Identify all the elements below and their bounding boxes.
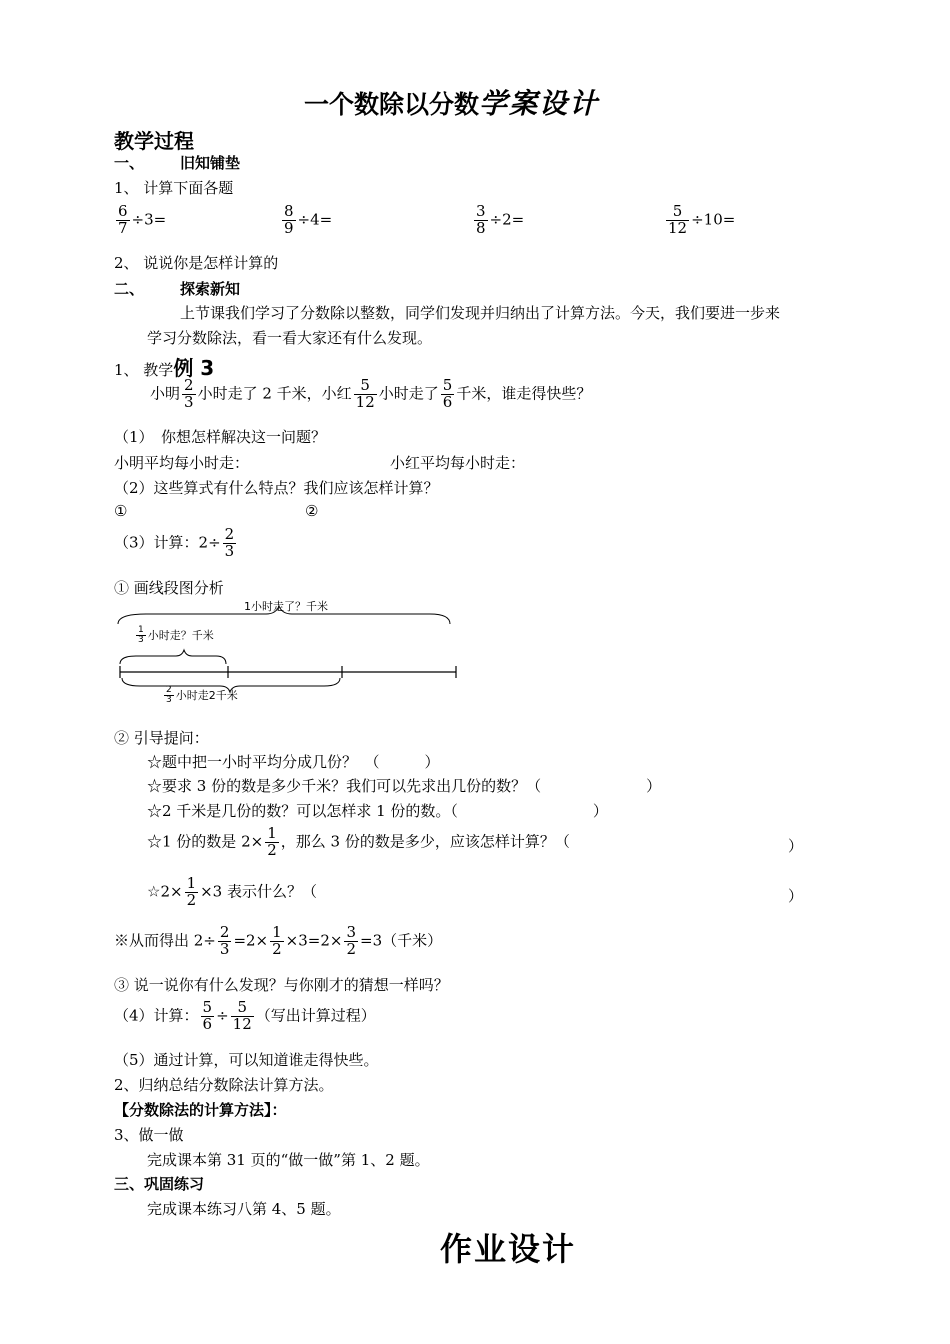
summary-item: 2、归纳总结分数除法计算方法。 [114, 1076, 334, 1094]
document-title [304, 82, 599, 122]
fraction: $\frac{8}{9}$ [284, 202, 294, 237]
xiaohong-speed: 小红平均每小时走： [390, 454, 526, 472]
guide-question-5: ☆2× $\frac{1}{2}$ ×3 表示什么？（ [147, 874, 317, 909]
fraction: $\frac{5}{6}$ [202, 998, 213, 1033]
guide-question-1: ☆题中把一小时平均分成几份？ （ ） [147, 753, 440, 771]
example-heading: 1、 教学例 3 [114, 356, 215, 380]
section-process: 教学过程 [114, 129, 194, 153]
section-1-label: 旧知铺垫 [180, 154, 241, 172]
diagram-mid-label: $\frac{1}{3}$ 小时走？千米 [138, 625, 214, 646]
example-label: 例 3 [173, 356, 215, 380]
xiaoming-speed: 小明平均每小时走： [114, 454, 250, 472]
circle-2: ② [305, 502, 319, 520]
fraction: $\frac{2}{3}$ [184, 376, 194, 411]
step-4: （4）计算： $\frac{5}{6}$ ÷ $\frac{5}{12}$ （写出计算过程） [114, 998, 376, 1033]
section-1-number: 一、 [114, 154, 145, 172]
intro-line-1: 上节课我们学习了分数除以整数，同学们发现并归纳出了计算方法。今天，我们要进一步来 [180, 304, 781, 322]
fraction: $\frac{5}{12}$ [232, 998, 252, 1033]
calc-item-3: $\frac{3}{8}$ ÷2= [476, 202, 525, 237]
do-text: 完成课本第 31 页的“做一做”第 1、2 题。 [147, 1151, 430, 1169]
guide-question-3: ☆2 千米是几份的数？可以怎样求 1 份的数。（ ） [147, 802, 608, 820]
fraction: $\frac{2}{3}$ [166, 685, 172, 706]
guide-question-5-close: ） [788, 887, 804, 905]
homework-title: 作业设计 [440, 1230, 577, 1268]
step-3: （3）计算：2÷ $\frac{2}{3}$ [114, 525, 235, 560]
fraction: $\frac{5}{12}$ [355, 376, 375, 411]
fraction: $\frac{3}{2}$ [346, 923, 357, 958]
title-script: 学案设计 [479, 87, 600, 120]
guide-question-4-close: ） [788, 837, 804, 855]
calc-item-1: $\frac{6}{7}$ ÷3= [118, 202, 167, 237]
guide-label: ② 引导提问： [114, 729, 209, 747]
fraction: $\frac{1}{2}$ [267, 824, 277, 859]
section-3-text: 完成课本练习八第 4、5 题。 [147, 1200, 341, 1218]
fraction: $\frac{1}{2}$ [272, 923, 282, 958]
step-1: （1） 你想怎样解决这一问题？ [114, 428, 327, 446]
section-2-number: 二、 [114, 280, 145, 298]
question-2: 2、 说说你是怎样计算的 [114, 254, 279, 272]
fraction: $\frac{5}{12}$ [668, 202, 688, 237]
guide-question-2: ☆要求 3 份的数是多少千米？我们可以先求出几份的数？（ ） [147, 777, 662, 795]
line-segment-diagram [116, 596, 462, 716]
calc-item-2: $\frac{8}{9}$ ÷4= [284, 202, 333, 237]
draw-diagram-label: ① 画线段图分析 [114, 579, 224, 597]
discuss-question: ③ 说一说你有什么发现？与你刚才的猜想一样吗？ [114, 976, 449, 994]
section-2-label: 探索新知 [180, 280, 241, 298]
guide-question-4: ☆1 份的数是 2× $\frac{1}{2}$ ，那么 3 份的数是多少，应该怎样计算？（ [147, 824, 570, 859]
fraction: $\frac{5}{6}$ [442, 376, 453, 411]
circle-1: ① [114, 502, 128, 520]
step-2: （2）这些算式有什么特点？我们应该怎样计算？ [114, 479, 439, 497]
brace-one-third [120, 650, 226, 664]
fraction: $\frac{6}{7}$ [118, 202, 128, 237]
diagram-bottom-label: $\frac{2}{3}$ 小时走2千米 [166, 685, 238, 706]
section-3-heading: 三、巩固练习 [114, 1175, 205, 1193]
step-5: （5）通过计算，可以知道谁走得快些。 [114, 1051, 379, 1069]
question-1: 1、 计算下面各题 [114, 179, 234, 197]
fraction: $\frac{1}{3}$ [138, 625, 144, 646]
intro-line-2: 学习分数除法，看一看大家还有什么发现。 [147, 329, 433, 347]
calc-item-4: $\frac{5}{12}$ ÷10= [668, 202, 736, 237]
diagram-top-label: 1小时走了？千米 [244, 600, 328, 613]
result-equation: ※从而得出 2÷ $\frac{2}{3}$ =2× $\frac{1}{2}$ ×3=2× $\frac{3}{2}$ =3（千米） [114, 923, 443, 958]
problem-statement: 小明 $\frac{2}{3}$ 小时走了 2 千米，小红 $\frac{5}{12}$ 小时走了 $\frac{5}{6}$ 千米，谁走得快些？ [150, 376, 592, 411]
do-heading: 3、做一做 [114, 1126, 184, 1144]
fraction: $\frac{1}{2}$ [186, 874, 197, 909]
method-heading: 【分数除法的计算方法】： [114, 1101, 287, 1119]
fraction: $\frac{2}{3}$ [219, 923, 230, 958]
fraction: $\frac{3}{8}$ [476, 202, 486, 237]
fraction: $\frac{2}{3}$ [224, 525, 235, 560]
title-main: 一个数除以分数 [304, 90, 480, 119]
